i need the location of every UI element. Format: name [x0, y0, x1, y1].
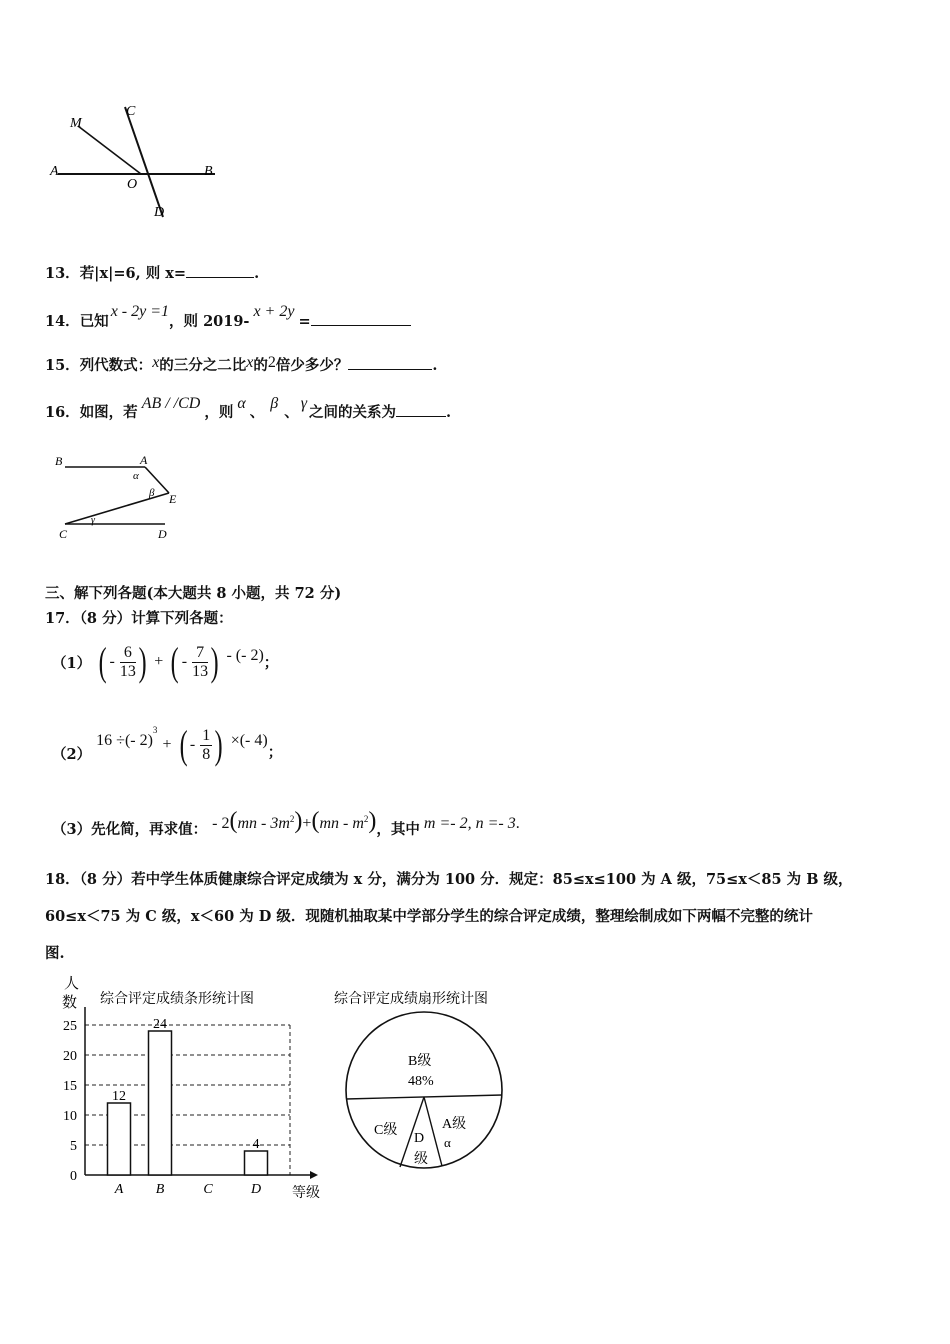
q17-p1-lparen1: ( — [98, 639, 107, 684]
q17-p1-lparen2: ( — [171, 639, 180, 684]
bar-chart-ylabel-1: 人 — [64, 976, 80, 992]
bar-chart-title: 综合评定成绩条形统计图 — [100, 992, 254, 1007]
label-o: O — [127, 177, 138, 192]
q14-number: 14． — [45, 313, 80, 330]
bar-chart-grades — [40, 965, 340, 1210]
line-cd — [125, 107, 163, 217]
q17-p1-tail: - (- 2) — [226, 647, 264, 664]
bar-chart-ytick-label: 20 — [63, 1049, 77, 1064]
pie-percent-b: 48% — [408, 1074, 434, 1089]
q14-answer-blank[interactable] — [311, 313, 411, 326]
q16-beta: β — [270, 395, 279, 412]
bar-chart-ytick-label: 0 — [70, 1169, 77, 1184]
label-beta: β — [149, 487, 155, 499]
bar-chart-xtick-label: C — [203, 1182, 213, 1197]
q17-p1-frac1 — [120, 644, 136, 681]
question-13 — [45, 262, 259, 283]
label-alpha: α — [133, 470, 139, 482]
q15-x1: x — [152, 354, 160, 371]
q17-p1-plus: + — [154, 653, 164, 670]
q17-p3-end: . — [515, 815, 520, 832]
q16-end: . — [446, 404, 452, 421]
q16-post: 之间的关系为 — [309, 404, 397, 421]
q17-p2-num: 1 — [202, 726, 211, 744]
q17-p3-cond: m =- 2, n =- 3 — [423, 815, 516, 832]
q17-p2-exp: 3 — [152, 725, 158, 736]
q17-p1-den2: 13 — [192, 662, 209, 680]
figure-angles-mcd — [40, 95, 240, 230]
question-18-line1 — [45, 868, 853, 889]
q15-x2: x — [246, 354, 254, 371]
bar-chart-ytick-label: 25 — [63, 1019, 77, 1034]
q13-text: 若|x|=6, 则 x= — [79, 265, 187, 282]
label-b2: B — [55, 454, 63, 468]
label-d: D — [154, 205, 165, 220]
q16-answer-blank[interactable] — [396, 404, 446, 417]
bar-a — [108, 1103, 131, 1175]
figure-parallel-abcde — [45, 450, 205, 545]
q17-p2-frac — [200, 727, 212, 764]
pie-label-a: A级 — [442, 1117, 467, 1132]
bar-chart-ytick-label: 5 — [70, 1139, 77, 1154]
pie-label-b: B级 — [408, 1054, 432, 1069]
q17-p2-end: ； — [267, 743, 283, 761]
q17-number: 17． — [45, 610, 80, 627]
q13-answer-blank[interactable] — [186, 265, 254, 278]
label-b: B — [204, 164, 213, 179]
q13-number: 13． — [45, 265, 80, 282]
q16-sep1: 、 — [249, 404, 265, 421]
q17-part2 — [52, 722, 283, 769]
label-a2: A — [140, 453, 148, 467]
q17-p1-frac2 — [192, 644, 208, 681]
bar-b — [149, 1031, 172, 1175]
bar-chart-xlabel: 等级 — [292, 1186, 320, 1201]
q17-p3-d: mn - m — [319, 815, 364, 832]
q14-eq2: x + 2y — [253, 303, 295, 320]
q16-sep2: 、 — [284, 404, 299, 421]
q15-number: 15． — [45, 357, 80, 374]
q17-p1-num1: 6 — [120, 644, 136, 663]
q17-p1-minus2: - — [181, 653, 188, 670]
label-a: A — [50, 164, 59, 179]
q17-p1-num2: 7 — [192, 644, 208, 663]
q17-part1 — [52, 639, 279, 686]
q17-p2-minus: - — [189, 736, 196, 753]
q17-p2-lparen: ( — [179, 722, 188, 767]
q15-pre: 列代数式： — [79, 357, 153, 374]
q15-t3: 倍少多少？ — [275, 357, 349, 374]
q17-p1-rparen1: ) — [138, 639, 147, 684]
label-m: M — [70, 116, 82, 131]
q14-mid: ，则 2019- — [169, 313, 250, 330]
q17-p3-c: + — [302, 815, 312, 832]
q14-pre: 已知 — [79, 313, 109, 330]
bar-chart-ytick-label: 10 — [63, 1109, 77, 1124]
question-15 — [45, 354, 437, 375]
question-17 — [45, 607, 233, 628]
bar-chart-ytick-label: 15 — [63, 1079, 77, 1094]
q14-post: = — [298, 313, 311, 330]
q16-gamma: γ — [300, 395, 308, 412]
q17-p3-label: （3）先化简，再求值： — [52, 821, 208, 838]
question-18-line3: 图. — [45, 945, 65, 962]
bar-value-label-b: 24 — [153, 1017, 167, 1032]
pie-chart-title: 综合评定成绩扇形统计图 — [334, 992, 488, 1007]
label-c: C — [126, 104, 136, 119]
q15-end: . — [432, 357, 438, 374]
pie-note-a: α — [444, 1135, 451, 1150]
q16-pre: 如图，若 — [79, 404, 138, 421]
question-14 — [45, 300, 411, 330]
ray-om — [78, 126, 141, 174]
q17-p2-plus: + — [162, 736, 172, 753]
bar-d — [245, 1151, 268, 1175]
q17-part3 — [52, 808, 520, 838]
question-18-line2: 60≤x＜75 为 C 级，x＜60 为 D 级．现随机抽取某中学部分学生的综合评定成绩，整理绘制成如下两幅不完整的统计 — [45, 908, 813, 925]
label-gamma: γ — [91, 515, 95, 526]
q17-p3-lp1: ( — [229, 808, 238, 834]
q17-p3-mid: ，其中 — [376, 821, 420, 838]
q17-p1-minus1: - — [109, 653, 115, 670]
q17-p2-head: 16 ÷(- 2) — [96, 732, 153, 749]
section-3-title: 三、解下列各题(本大题共 8 小题，共 72 分) — [45, 585, 342, 602]
label-e: E — [169, 492, 177, 506]
q17-p3-rp1: ) — [294, 808, 303, 834]
q17-p3-lp2: ( — [311, 808, 320, 834]
bar-value-label-a: 12 — [112, 1089, 126, 1104]
q14-eq1: x - 2y =1 — [110, 303, 170, 320]
q17-p3-exp2: 2 — [363, 814, 369, 825]
bar-chart-xtick-label: B — [155, 1182, 165, 1197]
question-16 — [45, 392, 452, 421]
bar-chart-x-arrow — [310, 1171, 318, 1179]
q18-line1: （8 分）若中学生体质健康综合评定成绩为 x 分，满分为 100 分．规定：85≤x≤100 为 A 级，75≤x＜85 为 B 级， — [79, 871, 853, 888]
pie-label-d-top: D — [414, 1131, 425, 1146]
q17-p3-a: - 2 — [212, 815, 230, 832]
q15-answer-blank[interactable] — [348, 357, 432, 370]
bar-chart-ylabel-2: 数 — [62, 995, 78, 1011]
pie-chart-grades — [330, 985, 530, 1185]
bar-chart-xtick-label: A — [114, 1182, 124, 1197]
q15-t1: 的三分之二比 — [159, 357, 247, 374]
q17-p2-den: 8 — [202, 745, 211, 763]
q17-text: （8 分）计算下列各题： — [79, 610, 233, 627]
q16-mid: ，则 — [204, 404, 234, 421]
q17-p1-den1: 13 — [119, 662, 136, 680]
bar-value-label-d: 4 — [252, 1137, 260, 1152]
q15-t2: 的 — [253, 357, 268, 374]
q18-number: 18． — [45, 871, 80, 888]
q17-p2-tail: ×(- 4) — [230, 732, 268, 749]
q17-p1-end: ； — [263, 654, 279, 672]
q17-p2-rparen: ) — [214, 722, 223, 767]
q16-number: 16． — [45, 404, 80, 421]
q17-p3-rp2: ) — [368, 808, 377, 834]
q16-cond: AB / /CD — [141, 395, 201, 412]
bar-chart-xtick-label: D — [250, 1182, 262, 1197]
q16-alpha: α — [237, 395, 246, 412]
q13-end: . — [254, 265, 260, 282]
label-c2: C — [59, 527, 68, 541]
pie-label-c: C级 — [374, 1123, 398, 1138]
q17-p2-label: （2） — [52, 745, 92, 763]
label-d2: D — [158, 527, 167, 541]
q17-p1-label: （1） — [52, 654, 92, 672]
pie-label-d-bottom: 级 — [414, 1152, 428, 1167]
q17-p3-exp1: 2 — [289, 814, 295, 825]
q17-p1-rparen2: ) — [210, 639, 219, 684]
q17-p3-b: mn - 3m — [237, 815, 290, 832]
q15-two: 2 — [267, 354, 276, 371]
